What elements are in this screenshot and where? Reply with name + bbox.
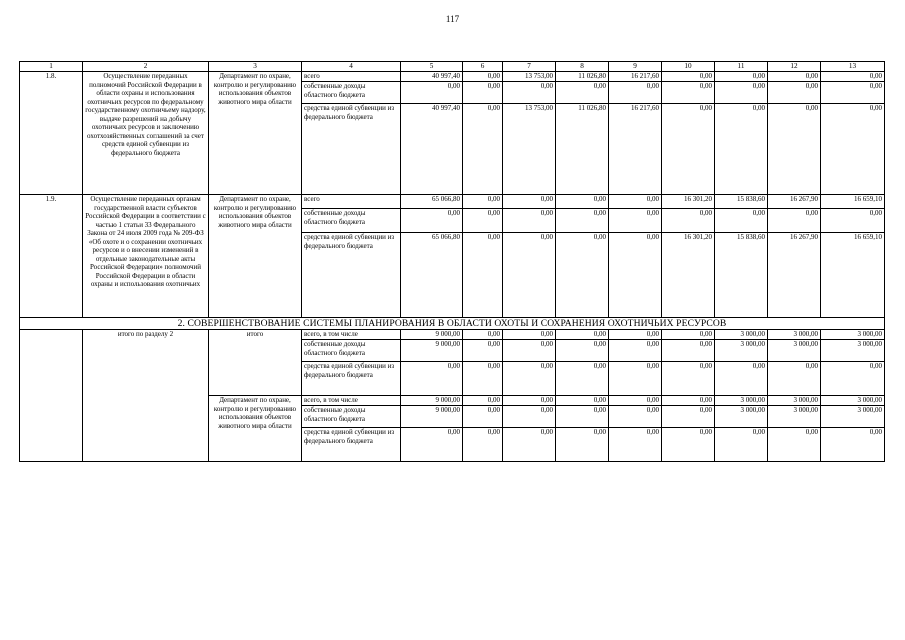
- table-row: [20, 72, 885, 82]
- amount-cell: 0,00: [556, 362, 609, 396]
- amount-cell: 0,00: [662, 330, 715, 340]
- amount-cell: 9 000,00: [401, 406, 463, 428]
- amount-cell: 0,00: [463, 428, 503, 462]
- row-executor: Департамент по охране, контролю и регулированию использования объектов животного мира области: [209, 396, 302, 462]
- amount-cell: 11 026,80: [556, 72, 609, 82]
- amount-cell: 0,00: [401, 428, 463, 462]
- column-header: 13: [821, 62, 885, 72]
- amount-cell: 0,00: [503, 362, 556, 396]
- amount-cell: 16 217,60: [609, 104, 662, 195]
- amount-cell: 0,00: [768, 104, 821, 195]
- amount-cell: 9 000,00: [401, 340, 463, 362]
- amount-cell: 0,00: [556, 82, 609, 104]
- amount-cell: 0,00: [609, 233, 662, 318]
- amount-cell: 0,00: [463, 362, 503, 396]
- amount-cell: 0,00: [768, 72, 821, 82]
- amount-cell: 0,00: [609, 362, 662, 396]
- amount-cell: 0,00: [401, 82, 463, 104]
- table-row: [20, 195, 885, 209]
- amount-cell: 0,00: [503, 428, 556, 462]
- amount-cell: 0,00: [503, 330, 556, 340]
- amount-cell: 0,00: [503, 340, 556, 362]
- amount-cell: 0,00: [609, 340, 662, 362]
- amount-cell: 0,00: [556, 406, 609, 428]
- amount-cell: 0,00: [662, 72, 715, 82]
- column-header: 5: [401, 62, 463, 72]
- amount-cell: 0,00: [821, 209, 885, 233]
- amount-cell: 0,00: [463, 406, 503, 428]
- funding-source: всего, в том числе: [302, 396, 401, 406]
- amount-cell: 16 267,90: [768, 233, 821, 318]
- amount-cell: 0,00: [556, 330, 609, 340]
- amount-cell: 3 000,00: [768, 406, 821, 428]
- funding-source: собственные доходы областного бюджета: [302, 209, 401, 233]
- column-header: 8: [556, 62, 609, 72]
- column-header: 4: [302, 62, 401, 72]
- funding-source: собственные доходы областного бюджета: [302, 340, 401, 362]
- amount-cell: 0,00: [463, 233, 503, 318]
- row-executor: Департамент по охране, контролю и регулированию использования объектов животного мира области: [209, 195, 302, 318]
- column-header: 6: [463, 62, 503, 72]
- amount-cell: 0,00: [609, 428, 662, 462]
- amount-cell: 0,00: [821, 104, 885, 195]
- amount-cell: 0,00: [503, 209, 556, 233]
- table-body: [20, 72, 885, 462]
- amount-cell: 0,00: [768, 362, 821, 396]
- funding-source: средства единой субвенции из федерального бюджета: [302, 104, 401, 195]
- column-header: 1: [20, 62, 83, 72]
- row-number: 1.9.: [20, 195, 83, 318]
- amount-cell: 3 000,00: [768, 330, 821, 340]
- amount-cell: 13 753,00: [503, 104, 556, 195]
- amount-cell: 0,00: [463, 396, 503, 406]
- amount-cell: 0,00: [609, 330, 662, 340]
- amount-cell: 3 000,00: [715, 340, 768, 362]
- amount-cell: 40 997,40: [401, 72, 463, 82]
- amount-cell: 0,00: [556, 428, 609, 462]
- column-header: 11: [715, 62, 768, 72]
- amount-cell: 0,00: [609, 195, 662, 209]
- amount-cell: 0,00: [609, 209, 662, 233]
- amount-cell: 0,00: [556, 340, 609, 362]
- amount-cell: 3 000,00: [768, 396, 821, 406]
- column-header: 12: [768, 62, 821, 72]
- row-executor: итого: [209, 330, 302, 396]
- amount-cell: 0,00: [662, 82, 715, 104]
- amount-cell: 16 267,90: [768, 195, 821, 209]
- funding-source: собственные доходы областного бюджета: [302, 406, 401, 428]
- amount-cell: 0,00: [556, 233, 609, 318]
- budget-table: [19, 61, 885, 462]
- amount-cell: 16 217,60: [609, 72, 662, 82]
- column-header: 3: [209, 62, 302, 72]
- amount-cell: 9 000,00: [401, 396, 463, 406]
- amount-cell: 0,00: [401, 209, 463, 233]
- amount-cell: 16 659,10: [821, 233, 885, 318]
- column-header: 2: [83, 62, 209, 72]
- amount-cell: 40 997,40: [401, 104, 463, 195]
- funding-source: собственные доходы областного бюджета: [302, 82, 401, 104]
- amount-cell: 65 066,80: [401, 233, 463, 318]
- funding-source: средства единой субвенции из федерального бюджета: [302, 233, 401, 318]
- amount-cell: 0,00: [821, 82, 885, 104]
- amount-cell: 0,00: [463, 209, 503, 233]
- amount-cell: 0,00: [503, 396, 556, 406]
- row-executor: Департамент по охране, контролю и регулированию использования объектов животного мира области: [209, 72, 302, 195]
- amount-cell: 3 000,00: [821, 330, 885, 340]
- amount-cell: 16 301,20: [662, 195, 715, 209]
- amount-cell: 0,00: [662, 428, 715, 462]
- amount-cell: 0,00: [715, 428, 768, 462]
- amount-cell: 0,00: [662, 396, 715, 406]
- funding-source: всего: [302, 72, 401, 82]
- amount-cell: 0,00: [715, 82, 768, 104]
- funding-source: средства единой субвенции из федерального бюджета: [302, 428, 401, 462]
- amount-cell: 0,00: [715, 362, 768, 396]
- amount-cell: 11 026,80: [556, 104, 609, 195]
- amount-cell: 3 000,00: [821, 406, 885, 428]
- amount-cell: 3 000,00: [715, 396, 768, 406]
- section-title: 2. СОВЕРШЕНСТВОВАНИЕ СИСТЕМЫ ПЛАНИРОВАНИЯ В ОБЛАСТИ ОХОТЫ И СОХРАНЕНИЯ ОХОТНИЧЬИХ РЕСУРСОВ: [20, 318, 885, 330]
- amount-cell: 16 659,10: [821, 195, 885, 209]
- amount-cell: 0,00: [463, 330, 503, 340]
- amount-cell: 0,00: [503, 82, 556, 104]
- amount-cell: 9 000,00: [401, 330, 463, 340]
- table-row: [20, 330, 885, 340]
- amount-cell: 0,00: [768, 82, 821, 104]
- amount-cell: 0,00: [662, 340, 715, 362]
- amount-cell: 0,00: [463, 340, 503, 362]
- amount-cell: 0,00: [821, 428, 885, 462]
- amount-cell: 0,00: [401, 362, 463, 396]
- amount-cell: 0,00: [768, 428, 821, 462]
- amount-cell: 3 000,00: [715, 406, 768, 428]
- row-number: 1.8.: [20, 72, 83, 195]
- amount-cell: 3 000,00: [821, 396, 885, 406]
- amount-cell: 0,00: [556, 195, 609, 209]
- amount-cell: 0,00: [662, 406, 715, 428]
- amount-cell: 3 000,00: [768, 340, 821, 362]
- amount-cell: 0,00: [662, 104, 715, 195]
- amount-cell: 0,00: [768, 209, 821, 233]
- amount-cell: 0,00: [463, 72, 503, 82]
- amount-cell: 0,00: [503, 233, 556, 318]
- amount-cell: 0,00: [715, 104, 768, 195]
- amount-cell: 65 066,80: [401, 195, 463, 209]
- amount-cell: 0,00: [503, 406, 556, 428]
- amount-cell: 0,00: [503, 195, 556, 209]
- amount-cell: 0,00: [463, 82, 503, 104]
- amount-cell: 3 000,00: [715, 330, 768, 340]
- amount-cell: 3 000,00: [821, 340, 885, 362]
- amount-cell: 0,00: [556, 396, 609, 406]
- amount-cell: 0,00: [715, 209, 768, 233]
- funding-source: средства единой субвенции из федерального бюджета: [302, 362, 401, 396]
- column-header: 9: [609, 62, 662, 72]
- amount-cell: 15 838,60: [715, 233, 768, 318]
- column-header: 10: [662, 62, 715, 72]
- row-number: [20, 330, 83, 462]
- row-description: Осуществление переданных полномочий Российской Федерации в области охраны и использования охотничьих ресурсов по федеральному государственному охотничьему надзору, выдаче разрешений на добычу охотничьих ресурсов и заключению охотхозяйственных соглашений за счет средств единой субвенции из федерального бюджета: [83, 72, 209, 195]
- funding-source: всего: [302, 195, 401, 209]
- funding-source: всего, в том числе: [302, 330, 401, 340]
- section-row: [20, 318, 885, 330]
- amount-cell: 13 753,00: [503, 72, 556, 82]
- amount-cell: 0,00: [609, 396, 662, 406]
- amount-cell: 0,00: [821, 72, 885, 82]
- amount-cell: 0,00: [715, 72, 768, 82]
- amount-cell: 0,00: [556, 209, 609, 233]
- amount-cell: 0,00: [662, 362, 715, 396]
- amount-cell: 0,00: [463, 195, 503, 209]
- amount-cell: 16 301,20: [662, 233, 715, 318]
- column-header: 7: [503, 62, 556, 72]
- amount-cell: 0,00: [662, 209, 715, 233]
- amount-cell: 0,00: [463, 104, 503, 195]
- amount-cell: 0,00: [609, 82, 662, 104]
- page-number: 117: [445, 14, 460, 24]
- row-description: Осуществление переданных органам государственной власти субъектов Российской Федерации в соответствии с частью 1 статьи 33 Федерального Закона от 24 июля 2009 года № 209-ФЗ «Об охоте и о сохранении охотничьих ресурсов и о внесении изменений в отдельные законодательные акты Российской Федерации» полномочий Российской Федерации в области охраны и использования охотничьих: [83, 195, 209, 318]
- table-header: [20, 62, 885, 72]
- section-total-label: итого по разделу 2: [83, 330, 209, 462]
- amount-cell: 15 838,60: [715, 195, 768, 209]
- amount-cell: 0,00: [609, 406, 662, 428]
- amount-cell: 0,00: [821, 362, 885, 396]
